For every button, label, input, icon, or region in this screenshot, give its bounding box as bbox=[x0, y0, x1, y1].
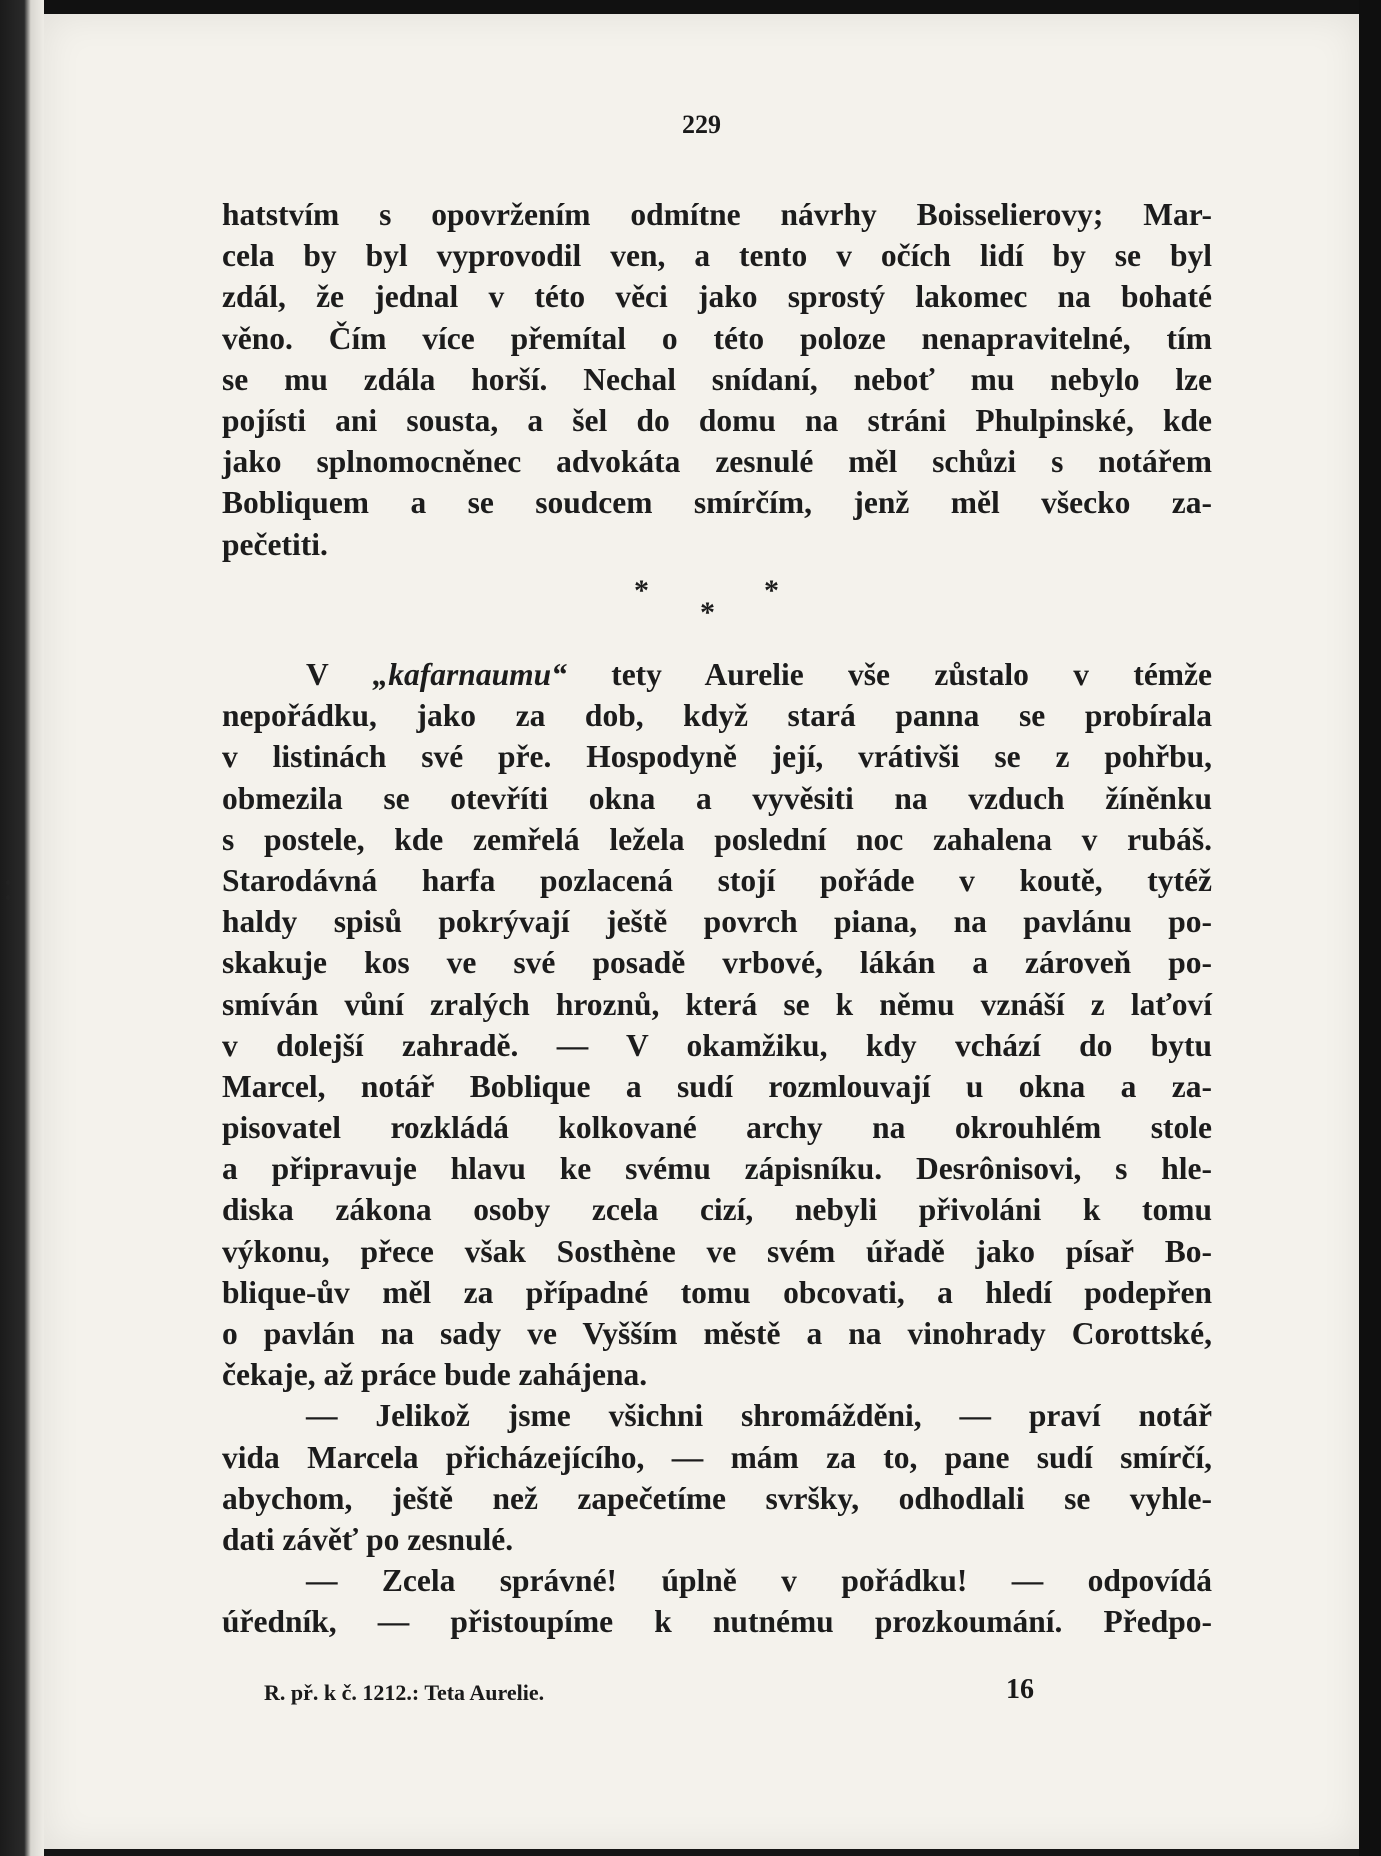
text-line: pečetiti. bbox=[222, 526, 328, 562]
text-line: dati závěť po zesnulé. bbox=[222, 1521, 514, 1557]
text-fragment: tety Aurelie vše zůstalo v témže bbox=[566, 657, 1213, 692]
text-line: Bobliquem a se soudcem smírčím, jenž měl všecko za- bbox=[222, 485, 1212, 521]
text-line: — Jelikož jsme všichni shromážděni, — praví notář bbox=[306, 1398, 1212, 1434]
paragraph-2 bbox=[222, 654, 1212, 1643]
text-line: hatstvím s opovržením odmítne návrhy Boisselierovy; Mar- bbox=[222, 197, 1212, 232]
text-line: vida Marcela přicházejícího, — mám za to, pane sudí smírčí, bbox=[222, 1439, 1212, 1475]
page-number: 229 bbox=[682, 110, 721, 139]
italic-word: „kafarnaumu“ bbox=[372, 657, 567, 692]
text-line: diska zákona osoby zcela cizí, nebyli přivoláni k tomu bbox=[222, 1192, 1212, 1228]
text-line bbox=[222, 654, 1212, 695]
section-separator bbox=[604, 574, 824, 634]
printer-signature: R. př. k č. 1212.: Teta Aurelie. bbox=[264, 1680, 545, 1705]
text-line: nepořádku, jako za dob, když stará panna se probírala bbox=[222, 698, 1212, 734]
text-line: haldy spisů pokrývají ještě povrch piana, na pavlánu po- bbox=[222, 904, 1212, 940]
text-line: obmezila se otevříti okna a vyvěsiti na vzduch žíněnku bbox=[222, 780, 1212, 816]
book-page bbox=[44, 14, 1359, 1849]
asterisk: * bbox=[764, 574, 779, 607]
text-line: v dolejší zahradě. — V okamžiku, kdy vchází do bytu bbox=[222, 1027, 1212, 1063]
text-line: cela by byl vyprovodil ven, a tento v očích lidí by se byl bbox=[222, 238, 1212, 274]
text-line: — Zcela správné! úplně v pořádku! — odpovídá bbox=[306, 1563, 1212, 1599]
text-line: úředník, — přistoupíme k nutnému prozkoumání. Předpo- bbox=[222, 1604, 1212, 1640]
text-line: se mu zdála horší. Nechal snídaní, neboť mu nebylo lze bbox=[222, 361, 1212, 397]
text-line: Starodávná harfa pozlacená stojí pořáde v koutě, tytéž bbox=[222, 862, 1212, 898]
text-line: výkonu, přece však Sosthène ve svém úřadě jako písař Bo- bbox=[222, 1233, 1212, 1269]
text-line: blique-ův měl za případné tomu obcovati, a hledí podepřen bbox=[222, 1274, 1212, 1310]
paragraph-1 bbox=[222, 194, 1212, 565]
text-line: Marcel, notář Boblique a sudí rozmlouvají u okna a za- bbox=[222, 1068, 1212, 1104]
text-line: pisovatel rozkládá kolkované archy na okrouhlém stole bbox=[222, 1110, 1212, 1146]
text-line: s postele, kde zemřelá ležela poslední noc zahalena v rubáš. bbox=[222, 821, 1212, 857]
text-line: abychom, ještě než zapečetíme svršky, odhodlali se vyhle- bbox=[222, 1480, 1212, 1516]
text-line: smíván vůní zralých hroznů, která se k němu vznáší z laťoví bbox=[222, 986, 1212, 1022]
text-line: skakuje kos ve své posadě vrbové, lákán a zároveň po- bbox=[222, 945, 1212, 981]
sheet-number: 16 bbox=[1006, 1674, 1034, 1705]
text-line: o pavlán na sady ve Vyšším městě a na vinohrady Corottské, bbox=[222, 1316, 1212, 1351]
page-footer bbox=[264, 1674, 1064, 1714]
text-line: věno. Čím více přemítal o této poloze nenapravitelné, tím bbox=[222, 320, 1212, 356]
text-line: a připravuje hlavu ke svému zápisníku. Desrônisovi, s hle- bbox=[222, 1151, 1212, 1187]
book-spine-shadow bbox=[0, 0, 44, 1856]
speck bbox=[6, 895, 11, 900]
scan-right-border bbox=[1359, 0, 1381, 1856]
scan-top-border bbox=[44, 0, 1381, 14]
text-fragment: V bbox=[306, 657, 373, 692]
text-line: čekaje, až práce bude zahájena. bbox=[222, 1357, 648, 1393]
text-line: jako splnomocněnec advokáta zesnulé měl schůzi s notářem bbox=[222, 444, 1212, 480]
speck bbox=[6, 880, 11, 885]
text-line: zdál, že jednal v této věci jako sprostý lakomec na bohaté bbox=[222, 279, 1212, 315]
text-line: v listinách své pře. Hospodyně její, vrátivši se z pohřbu, bbox=[222, 739, 1212, 775]
asterisk: * bbox=[700, 596, 715, 629]
text-line: pojísti ani sousta, a šel do domu na stráni Phulpinské, kde bbox=[222, 402, 1212, 438]
asterisk: * bbox=[634, 574, 649, 607]
